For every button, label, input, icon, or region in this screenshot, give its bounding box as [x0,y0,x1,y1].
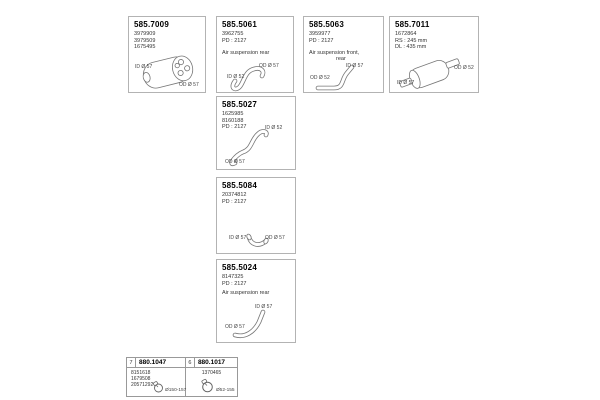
ref-number: 1625985 [222,111,244,117]
ref-number: 3979909 [134,31,156,37]
diameter-label: ID Ø 57 [397,80,415,86]
part-panel-585-5024 [216,259,296,343]
ref-index: 7 [127,358,136,367]
fitment-note: rear [336,56,346,62]
dimension: RS : 245 mm [395,37,428,44]
ref-number: PD : 2127 [309,37,334,44]
part-number: 585.5061 [222,20,257,29]
ref-number: 20374812 [222,192,247,198]
ref-number: 1675495 [134,44,156,50]
ref-number: 3979509 [134,37,156,44]
part-panel-585-5027 [216,96,296,170]
clamp-cell [186,358,237,396]
diameter-label: OD Ø 57 [259,63,279,69]
ref-number: PD : 2127 [222,280,247,287]
diameter-label: ID Ø 52 [265,125,283,131]
clamp-cell-header [186,358,237,368]
clamp-icon [200,379,215,393]
part-number: 585.7009 [134,20,169,29]
ref-number: 8160188 [222,117,244,124]
ref-numbers [186,368,237,376]
dimension: DL : 435 mm [395,44,427,50]
ref-number: PD : 2127 [222,37,247,44]
part-panel-585-5063 [303,16,384,93]
clamp-cell [127,358,186,396]
clamp-icon [152,381,165,393]
clamp-diameter-label: Ø150-157 [165,388,187,393]
part-number: 880.1047 [139,359,167,366]
part-panel-585-5084 [216,177,296,254]
ref-number: PD : 2127 [222,198,247,205]
ref-index: 6 [186,358,195,367]
fitment-note: Air suspension rear [222,50,270,56]
fitment-note: Air suspension rear [222,290,270,296]
clamp-diameter-label: Ø52-155 [215,388,235,393]
diameter-label: OD Ø 57 [265,235,285,241]
ref-number: PD : 2127 [222,124,247,130]
ref-number: 20571292 [131,382,154,388]
clamp-cell-header [127,358,185,368]
ref-number: 8147325 [222,274,244,280]
clamp-table [126,357,238,397]
part-number: 585.7011 [395,20,430,29]
ref-number: 1672864 [395,31,417,37]
ref-number: 1370465 [201,370,222,376]
part-panel-585-7011 [389,16,479,93]
part-number: 585.5084 [222,181,257,190]
diameter-label: ID Ø 57 [346,63,364,69]
diameter-label: ID Ø 57 [255,304,273,310]
ref-number: 8151618 [131,370,151,376]
ref-number: 1679508 [131,376,151,382]
part-number: 585.5027 [222,100,257,109]
diameter-label: ID Ø 57 [135,64,153,70]
part-number: 585.5063 [309,20,344,29]
diameter-label: ID Ø 57 [229,235,247,241]
diameter-label: ID Ø 52 [227,74,245,80]
diameter-label: OD Ø 57 [179,82,199,88]
part-panel-585-7009 [128,16,206,93]
ref-number: 3959977 [309,31,331,37]
diameter-label: OD Ø 57 [225,159,245,165]
pipe-drawing [221,228,293,254]
muffler-drawing [393,51,477,93]
part-number: 585.5024 [222,263,257,272]
diameter-label: OD Ø 57 [225,324,245,330]
diameter-label: OD Ø 52 [454,65,474,71]
diameter-label: OD Ø 52 [310,75,330,81]
part-number: 880.1017 [197,359,226,366]
part-panel-585-5061 [216,16,294,93]
ref-number: 3962755 [222,31,244,37]
fitment-note: Air suspension front, [309,50,360,56]
